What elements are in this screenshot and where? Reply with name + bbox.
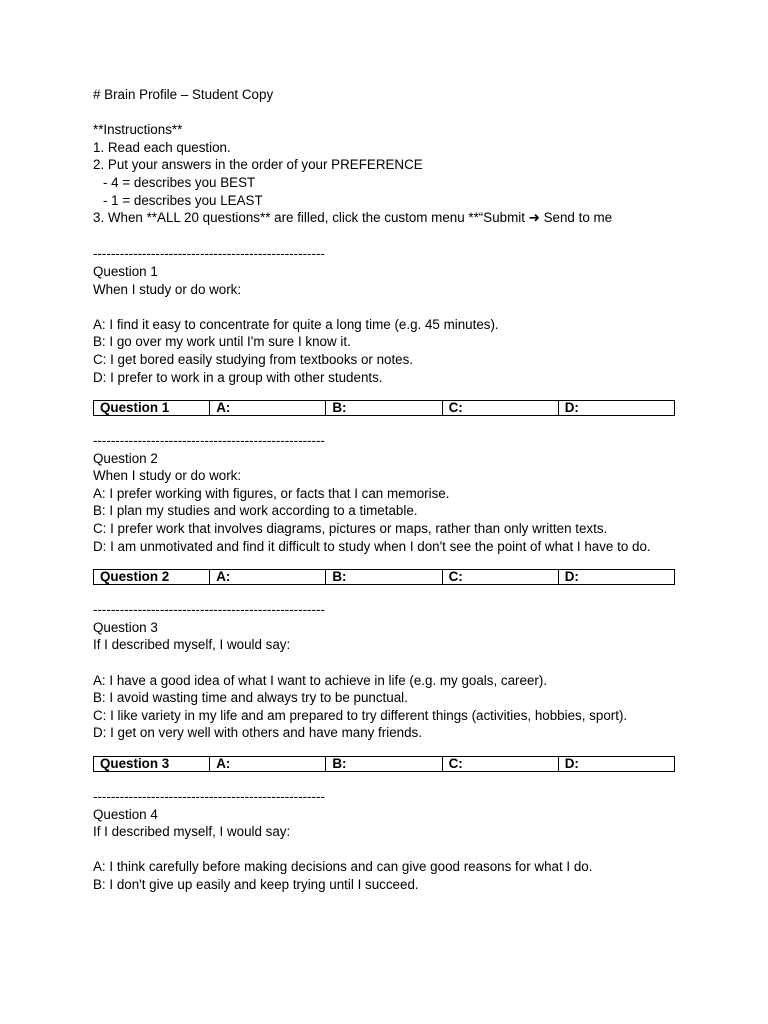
spacer (93, 654, 693, 672)
question-label: Question 2 (93, 450, 158, 466)
option-d: D: I prefer to work in a group with other students. (93, 369, 383, 385)
option-b: B: I avoid wasting time and always try to be punctual. (93, 690, 408, 706)
instruction-step: 1. Read each question. (93, 139, 231, 155)
section-divider: ---------------------------------------------------- (93, 789, 325, 804)
option-a: A: I have a good idea of what I want to achieve in life (e.g. my goals, career). (93, 672, 548, 688)
section-divider: ---------------------------------------------------- (93, 602, 325, 618)
answer-cell-a[interactable]: A: (210, 401, 326, 416)
document-title: # Brain Profile – Student Copy (93, 87, 274, 102)
question-block-1 (93, 245, 693, 416)
section-divider: ---------------------------------------------------- (93, 433, 325, 449)
section-divider: ---------------------------------------------------- (93, 246, 325, 262)
question-label: Question 4 (93, 806, 158, 822)
instruction-step: 2. Put your answers in the order of your PREFERENCE (93, 157, 423, 173)
question-prompt: If I described myself, I would say: (93, 824, 291, 840)
option-a: A: I find it easy to concentrate for quite a long time (e.g. 45 minutes). (93, 316, 499, 332)
answer-cell-d[interactable]: D: (558, 570, 674, 585)
answer-cell-c[interactable]: C: (442, 401, 558, 416)
option-d: D: I am unmotivated and find it difficult to study when I don't see the point of what I have to do. (93, 538, 651, 554)
question-prompt: If I described myself, I would say: (93, 637, 291, 653)
answer-cell-c[interactable]: C: (442, 570, 558, 585)
option-b: B: I plan my studies and work according to a timetable. (93, 503, 418, 519)
answer-cell-c[interactable]: C: (442, 757, 558, 772)
spacer (93, 841, 693, 859)
option-d: D: I get on very well with others and have many friends. (93, 725, 422, 741)
answer-cell-b[interactable]: B: (326, 757, 442, 772)
instruction-step: 3. When **ALL 20 questions** are filled, click the custom menu **“Submit ➜ Send to me (93, 210, 613, 226)
answer-table (93, 756, 675, 772)
document-page (93, 86, 693, 894)
answer-cell-b[interactable]: B: (326, 401, 442, 416)
option-a: A: I prefer working with figures, or facts that I can memorise. (93, 485, 450, 501)
question-block-2 (93, 432, 693, 585)
answer-table (93, 400, 675, 416)
answer-cell-d[interactable]: D: (558, 401, 674, 416)
option-c: C: I prefer work that involves diagrams, pictures or maps, rather than only written texts. (93, 521, 608, 537)
question-label: Question 3 (93, 619, 158, 635)
instruction-substep: - 4 = describes you BEST (103, 174, 256, 190)
instruction-substep: - 1 = describes you LEAST (103, 192, 263, 208)
option-c: C: I get bored easily studying from textbooks or notes. (93, 351, 414, 367)
question-block-4 (93, 788, 693, 894)
answer-cell-a[interactable]: A: (210, 757, 326, 772)
spacer (93, 104, 693, 122)
question-prompt: When I study or do work: (93, 281, 242, 297)
answer-row-label: Question 1 (94, 401, 210, 416)
question-block-3 (93, 601, 693, 772)
spacer (93, 298, 693, 316)
answer-row-label: Question 2 (94, 570, 210, 585)
question-prompt: When I study or do work: (93, 468, 242, 484)
option-c: C: I like variety in my life and am prepared to try different things (activities, hobbies, sport). (93, 707, 628, 723)
option-b: B: I don't give up easily and keep trying until I succeed. (93, 876, 419, 892)
option-b: B: I go over my work until I'm sure I know it. (93, 334, 351, 350)
answer-row-label: Question 3 (94, 757, 210, 772)
instructions-heading: **Instructions** (93, 122, 183, 138)
answer-cell-b[interactable]: B: (326, 570, 442, 585)
question-label: Question 1 (93, 263, 158, 279)
spacer (93, 227, 693, 245)
answer-table (93, 569, 675, 585)
answer-cell-d[interactable]: D: (558, 757, 674, 772)
answer-cell-a[interactable]: A: (210, 570, 326, 585)
option-a: A: I think carefully before making decisions and can give good reasons for what I do. (93, 859, 593, 875)
